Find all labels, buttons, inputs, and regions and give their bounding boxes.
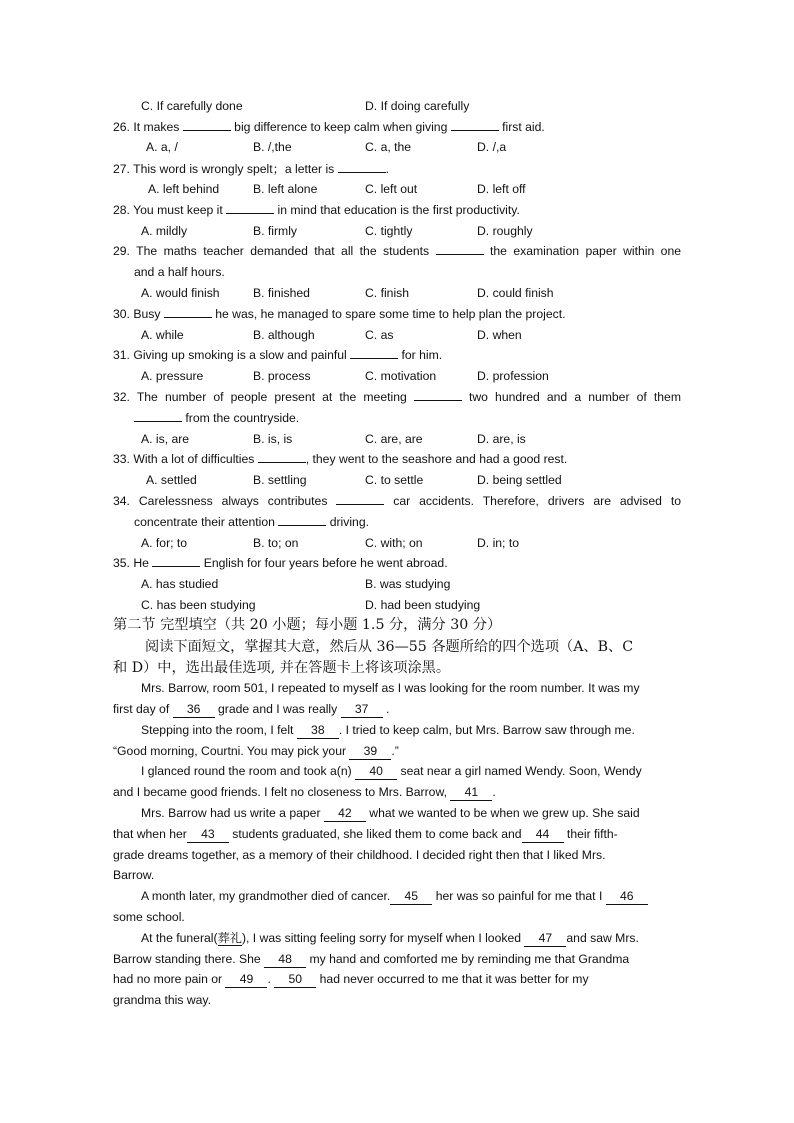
chinese-gloss: 葬礼 [217, 931, 242, 945]
q29-option-d: D. could finish [477, 286, 554, 300]
q31-option-b: B. process [253, 369, 311, 383]
q35-option-b: B. was studying [365, 577, 451, 591]
cloze-blank-48: 48 [264, 952, 306, 968]
q32-option-d: D. are, is [477, 432, 526, 446]
q30-option-b: B. although [253, 328, 315, 342]
q32-option-a: A. is, are [141, 432, 190, 446]
cloze-blank-42: 42 [324, 806, 366, 822]
cloze-blank-47: 47 [524, 931, 566, 947]
passage-line: grandma this way. [113, 993, 211, 1007]
q26-option-d: D. /,a [477, 140, 507, 154]
passage-line: and I became good friends. I felt no closeness to Mrs. Barrow, 41 . [113, 785, 496, 799]
section-instruction: 阅读下面短文，掌握其大意，然后从 36—55 各题所给的四个选项（A、B、C [145, 639, 634, 655]
question-35: 35. He English for four years before he went abroad. [113, 553, 448, 573]
passage-line: grade dreams together, as a memory of their childhood. I decided right then that I liked Mrs. [113, 848, 606, 862]
q29-option-b: B. finished [253, 286, 310, 300]
q26-option-a: A. a, / [146, 140, 178, 154]
q30-option-a: A. while [141, 328, 184, 342]
q26-option-c: C. a, the [365, 140, 412, 154]
q29-option-a: A. would finish [141, 286, 220, 300]
answer-blank [338, 159, 386, 173]
q27-option-c: C. left out [365, 182, 418, 196]
q27-option-b: B. left alone [253, 182, 318, 196]
question-32-continued: from the countryside. [134, 408, 299, 428]
question-33: 33. With a lot of difficulties , they went to the seashore and had a good rest. [113, 449, 567, 469]
passage-line: had no more pain or 49 . 50 had never occurred to me that it was better for my [113, 972, 589, 986]
passage-line: Barrow standing there. She 48 my hand and comforted me by reminding me that Grandma [113, 952, 630, 966]
passage-line: Mrs. Barrow had us write a paper 42 what we wanted to be when we grew up. She said [141, 806, 640, 820]
passage-line: Mrs. Barrow, room 501, I repeated to myself as I was looking for the room number. It was my [141, 681, 640, 695]
q34-option-c: C. with; on [365, 536, 423, 550]
answer-blank [134, 408, 182, 422]
q33-option-d: D. being settled [477, 473, 562, 487]
cloze-blank-38: 38 [297, 723, 339, 739]
section-heading: 第二节 完型填空（共 20 小题；每小题 1.5 分，满分 30 分） [113, 617, 502, 633]
q35-option-a: A. has studied [141, 577, 219, 591]
q30-option-d: D. when [477, 328, 522, 342]
answer-blank [183, 117, 231, 131]
question-27: 27. This word is wrongly spelt；a letter is . [113, 159, 389, 179]
answer-blank [414, 387, 462, 401]
question-30: 30. Busy he was, he managed to spare some time to help plan the project. [113, 304, 565, 324]
cloze-blank-37: 37 [341, 702, 383, 718]
passage-line: A month later, my grandmother died of cancer. 45 her was so painful for me that I 46 [141, 886, 648, 906]
q34-option-d: D. in; to [477, 536, 519, 550]
q32-option-b: B. is, is [253, 432, 293, 446]
cloze-blank-40: 40 [355, 764, 397, 780]
q31-option-a: A. pressure [141, 369, 204, 383]
passage-line: Stepping into the room, I felt 38 . I tried to keep calm, but Mrs. Barrow saw through me. [141, 723, 635, 737]
question-34: 34. Carelessness always contributes car accidents. Therefore, drivers are advised to [113, 491, 681, 511]
answer-blank [436, 241, 484, 255]
cloze-blank-44: 44 [522, 827, 564, 843]
question-29: 29. The maths teacher demanded that all the students the examination paper within one [113, 241, 681, 261]
q31-option-c: C. motivation [365, 369, 437, 383]
question-28: 28. You must keep it in mind that education is the first productivity. [113, 200, 520, 220]
cloze-blank-49: 49 [225, 972, 267, 988]
q27-option-a: A. left behind [148, 182, 220, 196]
answer-blank [336, 491, 384, 505]
passage-line: I glanced round the room and took a(n) 40 seat near a girl named Wendy. Soon, Wendy [141, 764, 642, 778]
cloze-blank-46: 46 [606, 889, 648, 905]
question-32: 32. The number of people present at the meeting two hundred and a number of them [113, 387, 681, 407]
question-29-continued: and a half hours. [134, 265, 225, 279]
q27-option-d: D. left off [477, 182, 526, 196]
q32-option-c: C. are, are [365, 432, 423, 446]
q28-option-c: C. tightly [365, 224, 413, 238]
q35-option-c: C. has been studying [141, 598, 256, 612]
q28-option-b: B. firmly [253, 224, 298, 238]
cloze-blank-41: 41 [450, 785, 492, 801]
answer-blank [258, 449, 306, 463]
answer-blank [152, 553, 200, 567]
passage-line: some school. [113, 910, 185, 924]
q34-option-a: A. for; to [141, 536, 188, 550]
q29-option-c: C. finish [365, 286, 410, 300]
cloze-blank-45: 45 [390, 889, 432, 905]
q33-option-b: B. settling [253, 473, 307, 487]
q25-option-c: C. If carefully done [141, 99, 243, 113]
passage-line: At the funeral(葬礼), I was sitting feeling sorry for myself when I looked 47 and saw Mrs. [141, 931, 639, 945]
passage-line: Barrow. [113, 868, 155, 882]
passage-line: first day of 36 grade and I was really 37 . [113, 702, 390, 716]
q33-option-a: A. settled [146, 473, 197, 487]
q35-option-d: D. had been studying [365, 598, 481, 612]
q26-option-b: B. /,the [253, 140, 292, 154]
q25-option-d: D. If doing carefully [365, 99, 470, 113]
cloze-blank-50: 50 [274, 972, 316, 988]
question-34-continued: concentrate their attention driving. [134, 512, 369, 532]
q33-option-c: C. to settle [365, 473, 424, 487]
q31-option-d: D. profession [477, 369, 549, 383]
passage-line: that when her 43 students graduated, she liked them to come back and 44 their fifth- [113, 827, 618, 841]
answer-blank [350, 345, 398, 359]
question-31: 31. Giving up smoking is a slow and painful for him. [113, 345, 442, 365]
answer-blank [226, 200, 274, 214]
answer-blank [164, 304, 212, 318]
cloze-blank-36: 36 [173, 702, 215, 718]
answer-blank [278, 512, 326, 526]
section-instruction-continued: 和 D）中，选出最佳选项, 并在答题卡上将该项涂黑。 [113, 660, 451, 676]
cloze-blank-39: 39 [349, 744, 391, 760]
q28-option-d: D. roughly [477, 224, 533, 238]
q28-option-a: A. mildly [141, 224, 188, 238]
cloze-blank-43: 43 [187, 827, 229, 843]
q34-option-b: B. to; on [253, 536, 299, 550]
q30-option-c: C. as [365, 328, 394, 342]
question-26: 26. It makes big difference to keep calm when giving first aid. [113, 117, 545, 137]
passage-line: “Good morning, Courtni. You may pick your 39 .” [113, 744, 399, 758]
answer-blank [451, 117, 499, 131]
